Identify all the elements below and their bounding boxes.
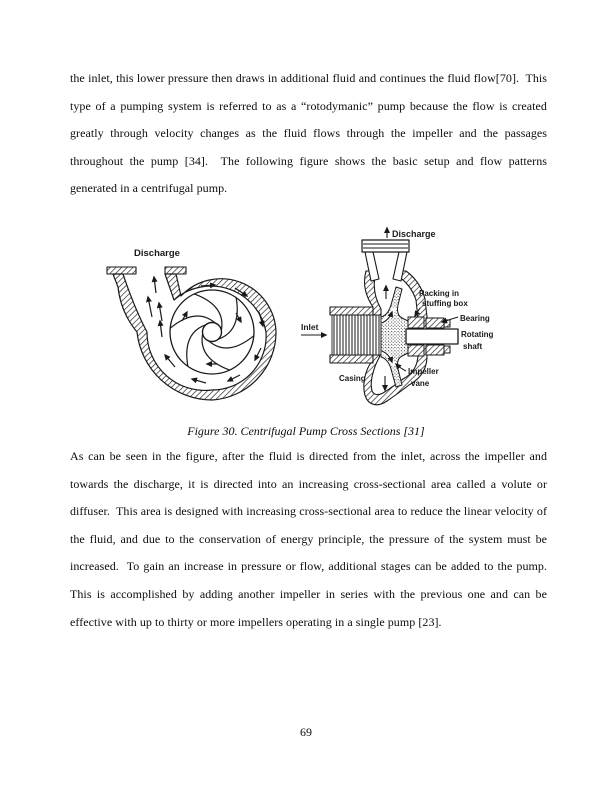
packing-upper: [408, 317, 424, 328]
pump-diagrams: [90, 225, 532, 417]
page-number: 69: [300, 725, 312, 739]
inlet-passage: [332, 315, 381, 355]
discharge-flange: [362, 240, 409, 252]
discharge-label-left: Discharge: [134, 248, 180, 259]
inlet-wall-top: [330, 307, 373, 315]
impeller-vane-label-line2: vane: [411, 379, 430, 388]
bearing-label: Bearing: [460, 314, 490, 323]
bearing-lower: [426, 345, 444, 355]
figure-centrifugal-pump: [90, 225, 532, 417]
pump-cross-section: [301, 228, 494, 405]
packing-label-line2: stuffing box: [422, 299, 468, 308]
impeller-vane-label-line1: Impeller: [408, 367, 439, 376]
volute-front-view: [107, 248, 276, 400]
inlet-label: Inlet: [301, 322, 319, 332]
packing-label-line1: Packing in: [419, 289, 460, 298]
figure-caption: Figure 30. Centrifugal Pump Cross Sections [31]: [187, 424, 425, 438]
casing-label: Casing: [339, 374, 366, 383]
rotating-shaft: [406, 329, 458, 344]
paragraph-2: As can be seen in the figure, after the fluid is directed from the inlet, across the impeller and towards the discharge, it is directed into an increasing cross-sectional area called a volute or diffuser. This area is designed with increasing cross-sectional area to reduce the linear velocity of the fluid, and due to the conservation of energy principle, the pressure of the system must be increased. To gain an increase in pressure or flow, additional stages can be added to the pump. This is accomplished by adding another impeller in series with the previous one and can be effective with up to thirty or more impellers operating in a single pump [23].: [70, 449, 554, 629]
discharge-label-right: Discharge: [392, 229, 436, 239]
bearing-cap-lower: [444, 346, 450, 353]
shaft-label-line1: Rotating: [461, 330, 494, 339]
bearing-upper: [426, 318, 444, 328]
left-flange-wing: [107, 267, 136, 274]
paragraph-1: the inlet, this lower pressure then draws in additional fluid and continues the fluid flow[70]. This type of a pumping system is referred to as a “rotodymanic” pump because the flow is created greatly through velocity changes as the fluid flows through the impeller and the passages throughout the pump [34]. The following figure shows the basic setup and flow patterns generated in a centrifugal pump.: [70, 71, 551, 196]
impeller-hub: [203, 323, 222, 342]
impeller-section: [381, 287, 408, 387]
packing-lower: [408, 345, 424, 356]
right-flange-wing: [165, 267, 186, 274]
inlet-wall-bottom: [330, 355, 373, 363]
shaft-label-line2: shaft: [463, 342, 483, 351]
